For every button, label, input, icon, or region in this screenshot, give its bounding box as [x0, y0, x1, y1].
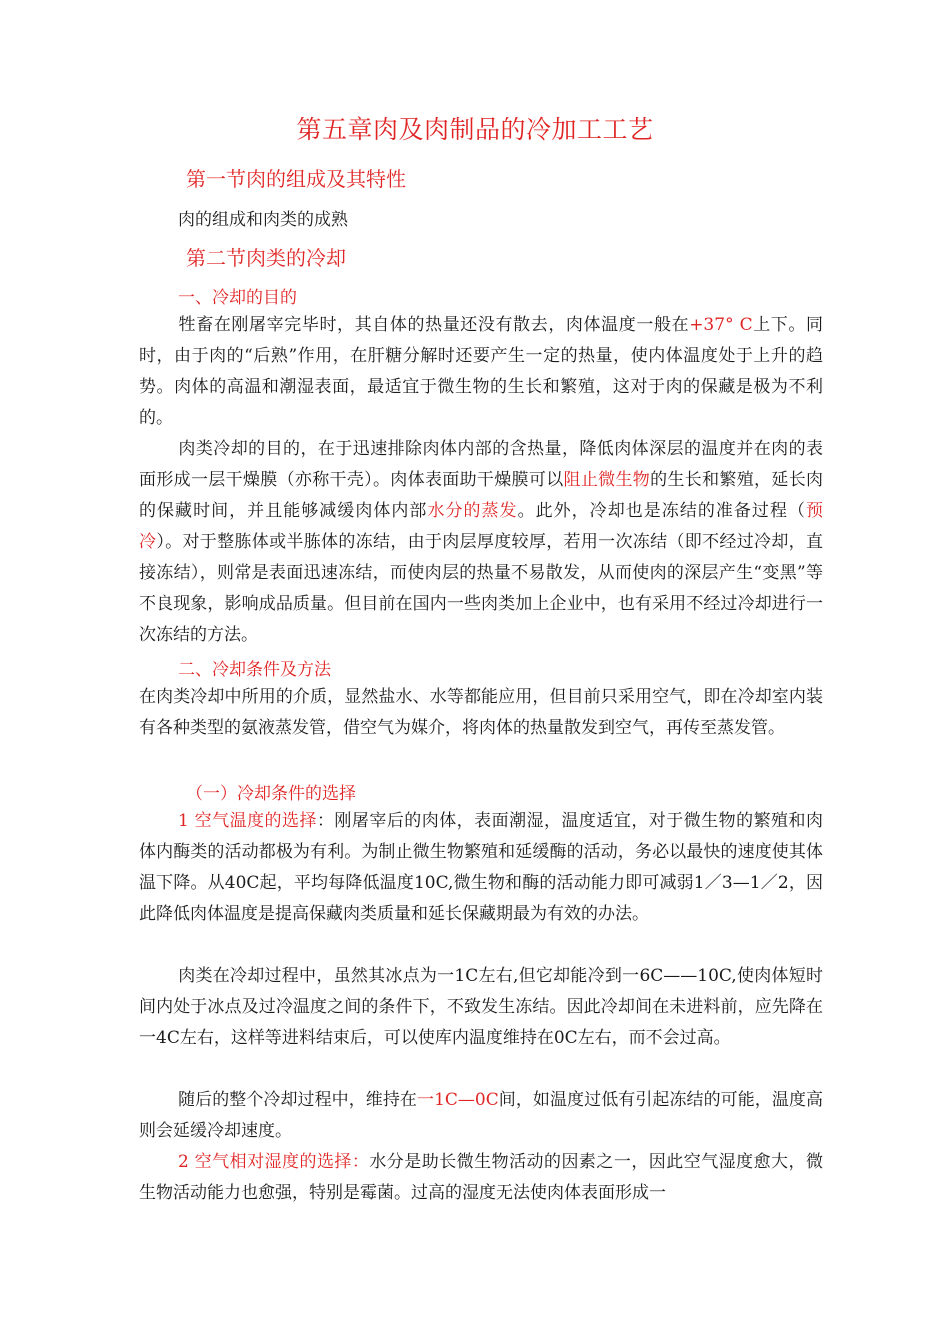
section-1-line: 肉的组成和肉类的成熟: [178, 210, 348, 230]
p5-text: 肉类在冷却过程中，虽然其冰点为一1C左右,但它却能冷到一6C——10C,使肉体短时间内处于冰点及过冷温度之间的条件下，不致发生冻结。因此冷却间在未进料前，应先降在一4C左右，这样等进料结束后，可以使库内温度维持在0C左右，而不会过高。: [139, 966, 823, 1048]
p1-text-a: 牲畜在刚屠宰完毕时，其自体的热量还没有散去，肉体温度一般在: [178, 315, 690, 335]
p2-highlight-2: 水分的蒸发: [427, 501, 518, 521]
p6-text-b: 间，如温度过低有引起冻结的可能，温度高则会延缓冷却速度。: [139, 1090, 824, 1141]
p7-text: 水分是助长微生物活动的因素之一，因此空气湿度愈大，微生物活动能力也愈强，特别是霉菌。过高的湿度无法使肉体表面形成一: [139, 1152, 823, 1203]
p1-text-b: 上下。同时，由于肉的“后熟”作用，在肝糖分解时还要产生一定的热量，使内体温度处于上升的趋势。肉体的高温和潮湿表面，最适宜于微生物的生长和繁殖，这对于肉的保藏是极为不利的。: [139, 315, 824, 428]
paragraph-7: [139, 1147, 823, 1209]
p4-text: ：刚屠宰后的肉体，表面潮湿，温度适宜，对于微生物的繁殖和肉体内酶类的活动都极为有利。为制止微生物繁殖和延缓酶的活动，务必以最快的速度使其体温下降。从40C起，平均每降低温度10C,微生物和酶的活动能力即可减弱1／3—1／2，因此降低肉体温度是提高保藏肉类质量和延长保藏期最为有效的办法。: [139, 811, 823, 924]
p6-text-a: 随后的整个冷却过程中，维持在: [178, 1090, 418, 1110]
paragraph-6: [139, 1085, 823, 1147]
p4-subheading: 1 空气温度的选择: [178, 811, 317, 831]
p7-subheading: 2 空气相对湿度的选择：: [178, 1152, 370, 1172]
p2-text-a: 肉类冷却的目的，在于迅速排除肉体内部的含热量，降低肉体深层的温度并在肉的表面形成一层干燥膜（亦称干壳）。肉体表面助干燥膜可以: [139, 439, 823, 490]
p2-highlight-3: 预冷: [139, 501, 824, 552]
paragraph-5: [139, 961, 823, 1054]
chapter-title: 第五章肉及肉制品的冷加工工艺: [296, 115, 654, 144]
p1-temperature: +37° C: [689, 315, 753, 335]
paragraph-3: 在肉类冷却中所用的介质，显然盐水、水等都能应用，但目前只采用空气，即在冷却室内装有各种类型的氨液蒸发管，借空气为媒介，将肉体的热量散发到空气，再传至蒸发管。: [139, 687, 823, 738]
p2-text-b: 的生长和繁殖，延长肉的保藏时间，并且能够减缓肉体内部: [139, 470, 824, 521]
p2-text-c: 。此外，冷却也是冻结的准备过程（: [517, 501, 807, 521]
section-2-title: 第二节肉类的冷却: [186, 246, 346, 270]
p6-temperature-range: 一1C—0C: [417, 1090, 499, 1110]
p2-text-d: ）。对于整胨体或半胨体的冻结，由于肉层厚度较厚，若用一次冻结（即不经过冷却，直接冻结），则常是表面迅速冻结，而使肉层的热量不易散发，从而使肉的深层产生“变黑”等不良现象，影响成品质量。但目前在国内一些肉类加上企业中，也有采用不经过冷却进行一次冻结的方法。: [139, 532, 824, 645]
heading-condition-selection: （一）冷却条件的选择: [186, 784, 356, 804]
heading-cooling-conditions: 二、冷却条件及方法: [178, 660, 331, 680]
p2-highlight-1: 阻止微生物: [563, 470, 651, 490]
paragraph-1: [139, 310, 823, 434]
paragraph-2: [139, 434, 823, 651]
heading-cooling-purpose: 一、冷却的目的: [178, 288, 297, 308]
section-1-title: 第一节肉的组成及其特性: [186, 167, 406, 191]
paragraph-4: [139, 806, 823, 930]
